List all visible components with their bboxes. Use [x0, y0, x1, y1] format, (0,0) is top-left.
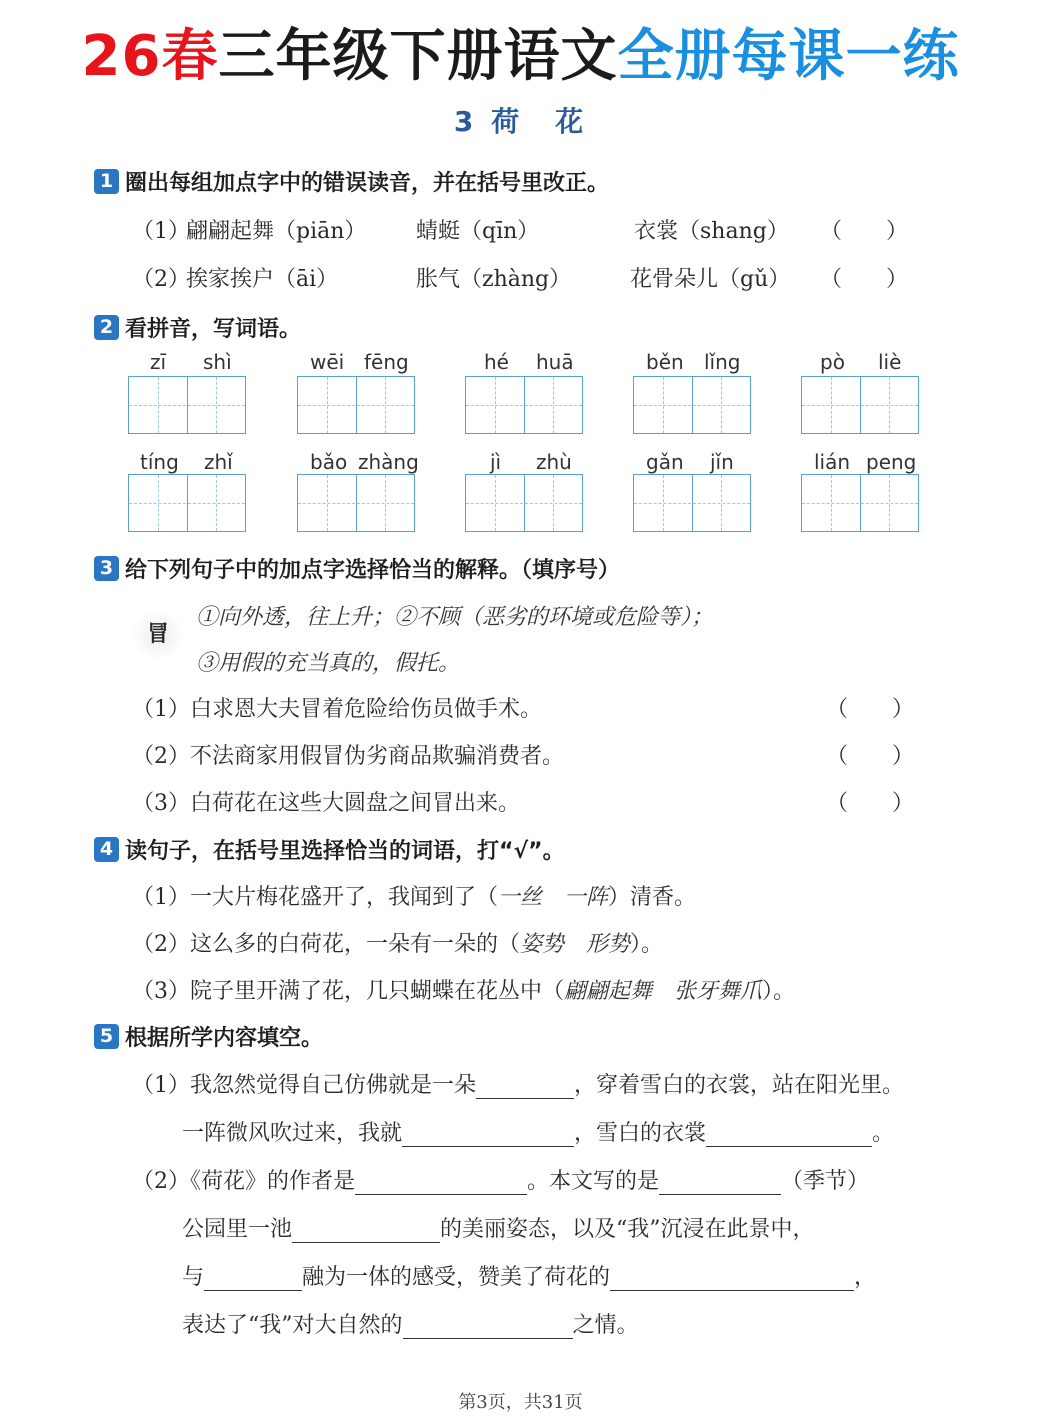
q1-row1-answer-paren[interactable]: （ ）	[820, 219, 909, 244]
q3-heading	[94, 553, 620, 584]
q4-s3-options[interactable]: 翩翩起舞 张牙舞爪	[564, 979, 763, 1004]
page-footer: 第3页，共31页	[458, 1392, 583, 1413]
q1-row2-answer-paren[interactable]: （ ）	[820, 267, 909, 292]
fill-blank[interactable]	[402, 1120, 574, 1147]
writing-box[interactable]	[297, 474, 415, 532]
q3-target-char: 冒	[130, 612, 186, 658]
q5-line-4	[182, 1212, 815, 1243]
q3-s3-answer-paren[interactable]: （ ）	[826, 791, 915, 816]
q4-s1-options[interactable]: 一丝 一阵	[498, 885, 609, 910]
q3-sentence-2: （2）不法商家用假冒伪劣商品欺骗消费者。	[132, 744, 564, 769]
q4-title: 读句子，在括号里选择恰当的词语，打“√”。	[125, 839, 565, 864]
pinyin: zhǐ	[204, 450, 233, 474]
q1-heading	[94, 166, 609, 197]
pinyin: hé	[484, 350, 509, 374]
q5-line-6	[182, 1308, 639, 1339]
pinyin: wēi	[310, 350, 345, 374]
fill-blank[interactable]	[292, 1216, 440, 1243]
q1-row1-label: （1）	[132, 219, 190, 244]
q4-heading	[94, 834, 565, 865]
q2-number-badge: 2	[94, 315, 119, 340]
q5-l4-tail: 的美丽姿态，以及“我”沉浸在此景中，	[440, 1217, 815, 1242]
q5-line-3	[132, 1164, 869, 1195]
q5-line-2	[182, 1116, 894, 1147]
pinyin: peng	[866, 450, 917, 474]
q3-sentence-1: （1）白求恩大夫冒着危险给伤员做手术。	[132, 697, 542, 722]
q5-l3-tail: （季节）	[781, 1169, 870, 1194]
pinyin: tíng	[140, 450, 179, 474]
pinyin: lián	[814, 450, 851, 474]
q2-heading	[94, 312, 301, 343]
pinyin: liè	[878, 350, 902, 374]
q5-l2-mid: ，雪白的衣裳	[574, 1121, 707, 1146]
q5-l6-text: 表达了“我”对大自然的	[182, 1313, 403, 1338]
q5-l2-text: 一阵微风吹过来，我就	[182, 1121, 403, 1146]
q5-l3-mid: 。本文写的是	[527, 1169, 660, 1194]
q4-s1-text: （1）一大片梅花盛开了，我闻到了（	[132, 885, 498, 910]
q3-s2-answer-paren[interactable]: （ ）	[826, 744, 915, 769]
q1-row2-a: 挨家挨户（āi）	[186, 267, 339, 292]
pinyin: zī	[150, 350, 167, 374]
q1-title: 圈出每组加点字中的错误读音，并在括号里改正。	[125, 171, 610, 196]
pinyin: shì	[203, 350, 232, 374]
q5-l5-text: 与	[182, 1265, 205, 1290]
banner-part2: 三年级下册语文	[218, 24, 618, 89]
writing-box[interactable]	[297, 376, 415, 434]
q4-sentence-2	[132, 927, 663, 958]
q1-number-badge: 1	[94, 169, 119, 194]
q5-l3-text: （2）《荷花》的作者是	[132, 1169, 355, 1194]
q4-s2-text: （2）这么多的白荷花，一朵有一朵的（	[132, 932, 520, 957]
q1-row2-label: （2）	[132, 267, 190, 292]
writing-box[interactable]	[128, 376, 246, 434]
fill-blank[interactable]	[659, 1168, 781, 1195]
writing-box[interactable]	[801, 376, 919, 434]
q3-definition-2: ③用假的充当真的，假托。	[196, 651, 461, 676]
q1-row1-a: 翩翩起舞（piān）	[186, 219, 367, 244]
pinyin: fēng	[364, 350, 409, 374]
q4-number-badge: 4	[94, 837, 119, 862]
q5-l2-tail: 。	[872, 1121, 895, 1146]
writing-box[interactable]	[633, 376, 751, 434]
pinyin: gǎn	[646, 450, 684, 474]
writing-box[interactable]	[465, 376, 583, 434]
q2-title: 看拼音，写词语。	[125, 317, 302, 342]
q5-l6-tail: 之情。	[572, 1313, 639, 1338]
pinyin: zhù	[536, 450, 572, 474]
q1-row1-c: 衣裳（shang）	[634, 219, 789, 244]
pinyin: huā	[536, 350, 574, 374]
writing-box[interactable]	[633, 474, 751, 532]
writing-box[interactable]	[801, 474, 919, 532]
pinyin: pò	[820, 350, 845, 374]
q5-l1-tail: ，穿着雪白的衣裳，站在阳光里。	[574, 1073, 905, 1098]
banner-part3: 全册每课一练	[617, 24, 960, 89]
q4-s1-tail: ）清香。	[608, 885, 697, 910]
pinyin: jì	[490, 450, 502, 474]
pinyin: lǐng	[704, 350, 741, 374]
q4-sentence-1	[132, 880, 696, 911]
fill-blank[interactable]	[610, 1264, 854, 1291]
q5-l5-mid: 融为一体的感受，赞美了荷花的	[302, 1265, 611, 1290]
q5-line-1	[132, 1068, 904, 1099]
banner-title	[0, 18, 1041, 96]
q4-sentence-3	[132, 974, 795, 1005]
fill-blank[interactable]	[355, 1168, 527, 1195]
pinyin: bǎo	[310, 450, 348, 474]
q3-sentence-3: （3）白荷花在这些大圆盘之间冒出来。	[132, 791, 520, 816]
q3-s1-answer-paren[interactable]: （ ）	[826, 697, 915, 722]
q5-title: 根据所学内容填空。	[125, 1026, 324, 1051]
writing-box[interactable]	[465, 474, 583, 532]
q1-row1-b: 蜻蜓（qīn）	[416, 219, 540, 244]
writing-box[interactable]	[128, 474, 246, 532]
q5-line-5	[182, 1260, 876, 1291]
q5-l4-text: 公园里一池	[182, 1217, 293, 1242]
q3-title: 给下列句子中的加点字选择恰当的解释。（填序号）	[125, 558, 621, 583]
pinyin: zhàng	[358, 450, 419, 474]
fill-blank[interactable]	[403, 1312, 573, 1339]
fill-blank[interactable]	[706, 1120, 872, 1147]
fill-blank[interactable]	[476, 1072, 574, 1099]
banner-part1: 26春	[81, 24, 219, 89]
q1-row2-b: 胀气（zhàng）	[416, 267, 572, 292]
q3-definition-1: ①向外透，往上升；②不顾（恶劣的环境或危险等）；	[196, 605, 714, 630]
q4-s2-options[interactable]: 姿势 形势	[520, 932, 631, 957]
q3-number-badge: 3	[94, 556, 119, 581]
fill-blank[interactable]	[204, 1264, 302, 1291]
lesson-title: 3 荷 花	[453, 105, 588, 138]
q4-s2-tail: ）。	[630, 932, 664, 957]
q4-s3-text: （3）院子里开满了花，几只蝴蝶在花丛中（	[132, 979, 564, 1004]
q1-row2-c: 花骨朵儿（gǔ）	[630, 267, 791, 292]
pinyin: jǐn	[710, 450, 734, 474]
q5-heading	[94, 1021, 323, 1052]
q5-l1-text: （1）我忽然觉得自己仿佛就是一朵	[132, 1073, 476, 1098]
pinyin: běn	[646, 350, 684, 374]
q5-number-badge: 5	[94, 1024, 119, 1049]
q5-l5-tail: ，	[854, 1265, 877, 1290]
q4-s3-tail: ）。	[762, 979, 796, 1004]
